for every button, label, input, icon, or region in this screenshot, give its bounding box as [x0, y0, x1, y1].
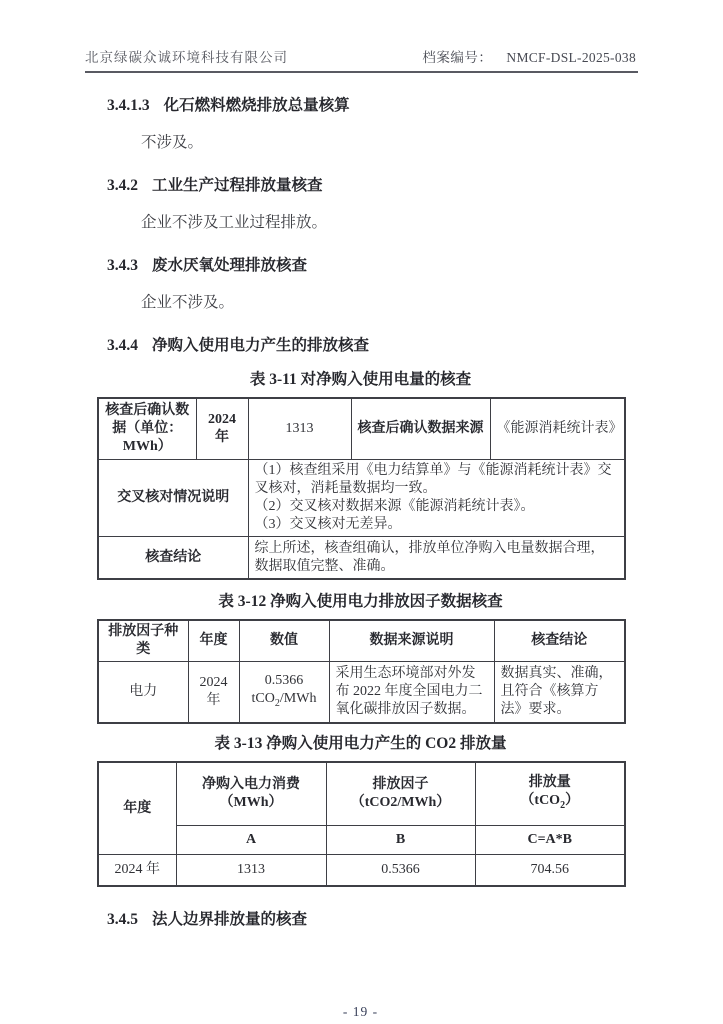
column-header: 排放因子种类 — [98, 620, 188, 662]
section-number: 3.4.1.3 — [107, 97, 150, 114]
source-cell: 采用生态环境部对外发布 2022 年度全国电力二氧化碳排放因子数据。 — [329, 662, 494, 724]
factor-cell: 0.5366 — [326, 855, 475, 887]
column-header: 数据来源说明 — [329, 620, 494, 662]
archive-number: NMCF-DSL-2025-038 — [506, 50, 636, 65]
table-row — [98, 855, 625, 887]
section-title: 废水厌氧处理排放核查 — [152, 257, 308, 274]
header-line: 排放量 — [528, 774, 571, 790]
table-header-row — [98, 762, 625, 826]
table-3-13-caption: 表 3-13 净购入使用电力产生的 CO2 排放量 — [214, 735, 507, 752]
conclusion-content-cell: 综上所述，核查组确认，排放单位净购入电量数据合理，数据取值完整、准确。 — [248, 537, 625, 580]
page-number: - 19 - — [342, 1004, 379, 1019]
column-header: 数值 — [239, 620, 329, 662]
table-3-13 — [97, 761, 626, 887]
table-3-12-caption: 表 3-12 净购入使用电力排放因子数据核查 — [218, 593, 503, 610]
column-header: 年度 — [188, 620, 239, 662]
table-3-11 — [97, 397, 626, 580]
emission-column-header — [475, 762, 625, 826]
section-paragraph: 企业不涉及工业过程排放。 — [141, 214, 328, 231]
section-number: 3.4.5 — [107, 911, 138, 928]
unit-sub: 2 — [560, 799, 566, 811]
conclusion-cell: 数据真实、准确，且符合《核算方法》要求。 — [494, 662, 625, 724]
section-heading-3-4-2 — [107, 176, 624, 196]
section-heading-3-4-5 — [107, 910, 624, 930]
table-subheader-row — [98, 826, 625, 855]
company-name: 北京绿碳众诚环境科技有限公司 — [85, 50, 288, 65]
section-paragraph: 企业不涉及。 — [141, 294, 235, 311]
section-number: 3.4.2 — [107, 177, 138, 194]
factor-value-cell — [239, 662, 329, 724]
table-header-row — [98, 620, 625, 662]
header-line: 排放因子 — [372, 777, 429, 792]
col-letter-c: C=A*B — [475, 826, 625, 855]
crosscheck-content-cell — [248, 460, 625, 537]
section-title: 工业生产过程排放量核查 — [152, 177, 323, 194]
consumption-column-header — [176, 762, 326, 826]
unit-post: ） — [565, 792, 580, 808]
table-row — [98, 537, 625, 580]
table-row — [98, 460, 625, 537]
unit-sub: 2 — [274, 697, 280, 709]
factor-type-cell: 电力 — [98, 662, 188, 724]
section-title: 法人边界排放量的核查 — [152, 911, 308, 928]
header-rule — [85, 71, 638, 73]
factor-column-header — [326, 762, 475, 826]
factor-value-unit — [246, 690, 323, 713]
emission-cell: 704.56 — [475, 855, 625, 887]
source-label-cell: 核查后确认数据来源 — [351, 398, 490, 460]
factor-value-number: 0.5366 — [264, 672, 304, 688]
year-cell: 2024 年 — [196, 398, 248, 460]
year-cell: 2024 年 — [188, 662, 239, 724]
crosscheck-line: （1）核查组采用《电力结算单》与《能源消耗统计表》交叉核对，消耗量数据均一致。 — [254, 463, 612, 496]
col-letter-a: A — [176, 826, 326, 855]
table-3-11-caption: 表 3-11 对净购入使用电量的核查 — [249, 371, 472, 388]
consumption-cell: 1313 — [176, 855, 326, 887]
table-row — [98, 398, 625, 460]
section-title: 净购入使用电力产生的排放核查 — [152, 337, 370, 354]
header-line: 净购入电力消费 — [202, 777, 300, 792]
header-line: （tCO2/MWh） — [350, 795, 451, 810]
conclusion-label-cell: 核查结论 — [98, 537, 248, 580]
archive-label: 档案编号： — [422, 50, 493, 65]
section-number: 3.4.4 — [107, 337, 138, 354]
unit-pre: （tCO — [520, 792, 561, 808]
column-header: 核查结论 — [494, 620, 625, 662]
section-number: 3.4.3 — [107, 257, 138, 274]
crosscheck-label-cell: 交叉核对情况说明 — [98, 460, 248, 537]
confirmed-value-cell: 1313 — [248, 398, 351, 460]
header-line — [482, 792, 619, 815]
header-line: （MWh） — [219, 795, 283, 810]
source-value-cell: 《能源消耗统计表》 — [490, 398, 625, 460]
unit-post: /MWh — [279, 690, 317, 706]
year-cell: 2024 年 — [98, 855, 176, 887]
unit-pre: tCO — [251, 690, 275, 706]
section-paragraph: 不涉及。 — [141, 134, 204, 151]
col-letter-b: B — [326, 826, 475, 855]
section-heading-3-4-3 — [107, 256, 624, 276]
section-heading-3-4-1-3 — [107, 96, 624, 116]
year-column-header: 年度 — [98, 762, 176, 855]
crosscheck-line: （2）交叉核对数据来源《能源消耗统计表》。 — [254, 499, 535, 514]
table-row — [98, 662, 625, 724]
archive-number-group — [422, 46, 636, 66]
confirmed-data-label-cell: 核查后确认数据（单位：MWh） — [98, 398, 196, 460]
section-title: 化石燃料燃烧排放总量核算 — [163, 97, 350, 114]
crosscheck-line: （3）交叉核对无差异。 — [254, 517, 402, 532]
section-heading-3-4-4 — [107, 336, 624, 356]
page-header — [85, 46, 636, 66]
table-3-12 — [97, 619, 626, 724]
